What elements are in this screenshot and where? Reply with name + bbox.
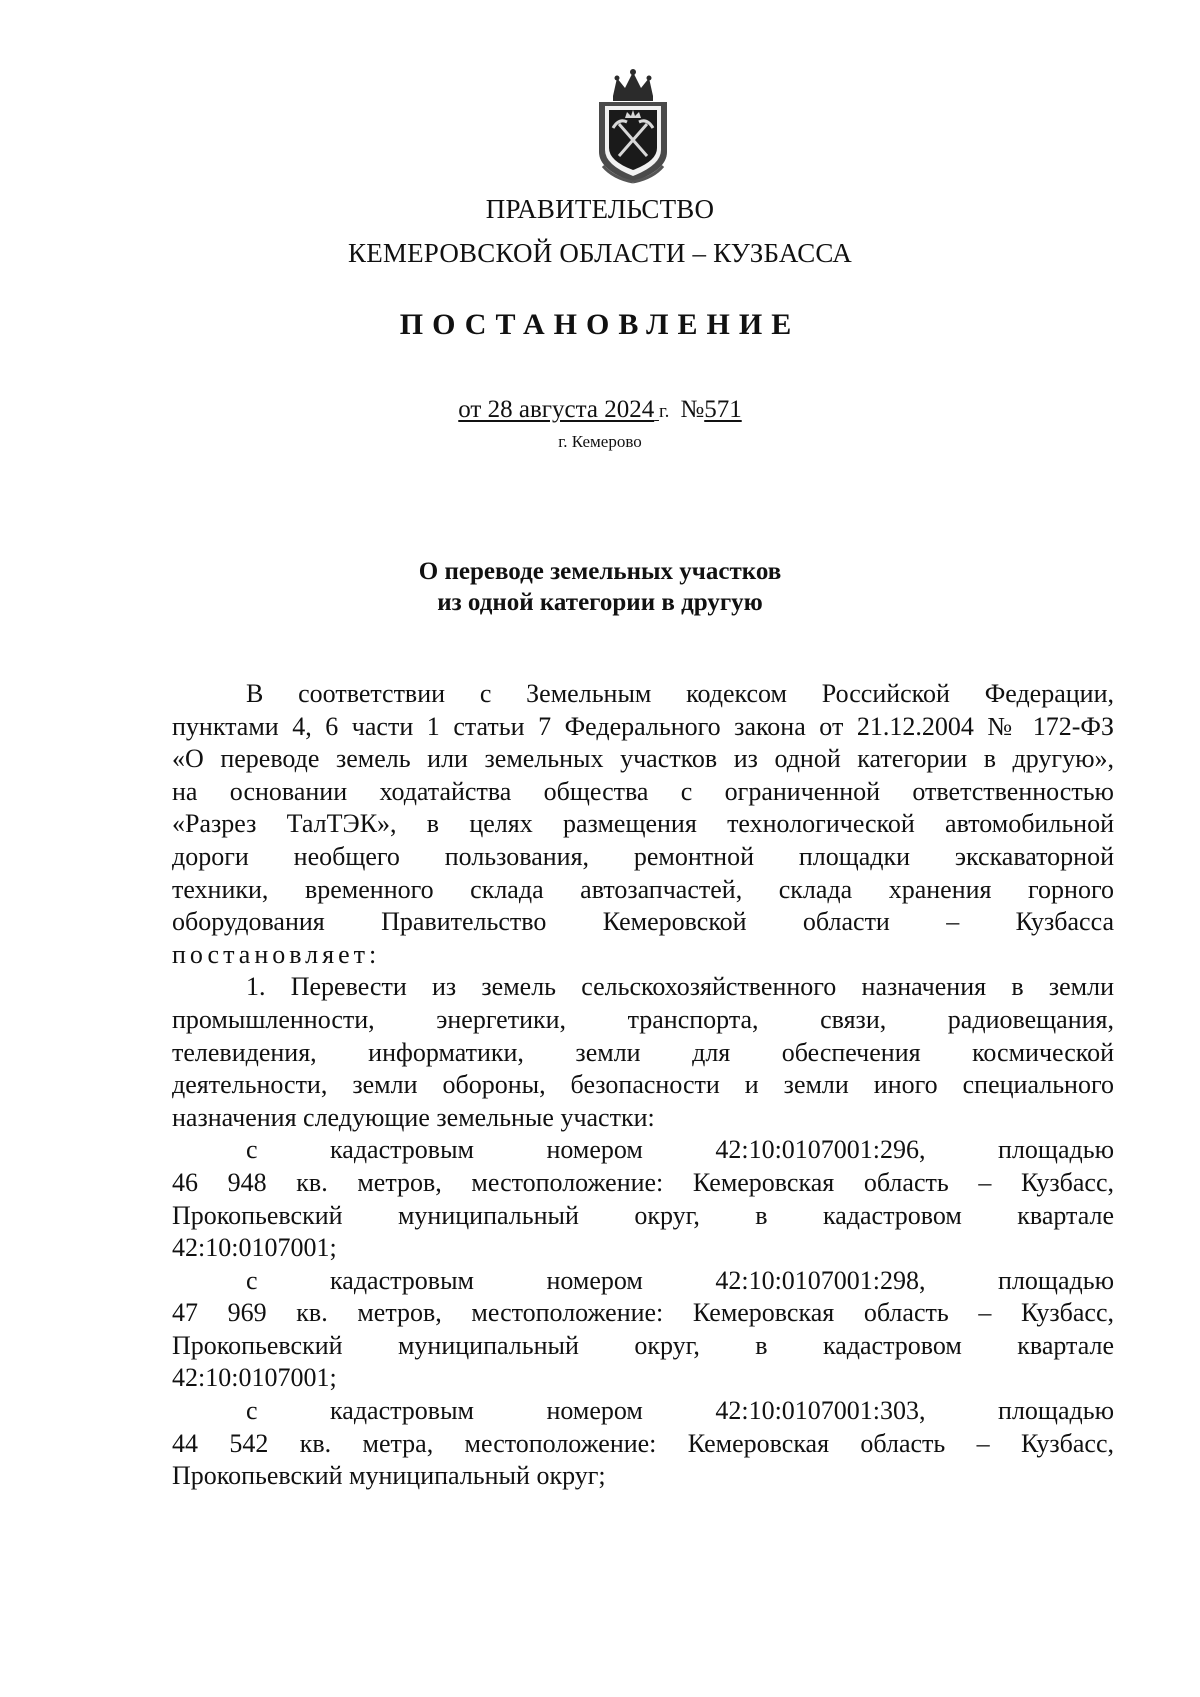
government-name-line1: ПРАВИТЕЛЬСТВО: [485, 194, 715, 224]
body-line: «О переводе земель или земельных участков из одной категории в другую»,: [172, 744, 1114, 774]
body-line: с кадастровым номером 42:10:0107001:303, площадью: [246, 1396, 1114, 1426]
body-line: Прокопьевский муниципальный округ, в кадастровом квартале: [172, 1200, 1114, 1230]
body-line: 46 948 кв. метров, местоположение: Кемеровская область – Кузбасс,: [172, 1167, 1114, 1197]
issuing-city: г. Кемерово: [558, 432, 642, 451]
body-line: 44 542 кв. метра, местоположение: Кемеровская область – Кузбасс,: [172, 1428, 1114, 1458]
body-line: 47 969 кв. метров, местоположение: Кемеровская область – Кузбасс,: [172, 1298, 1114, 1328]
document-date: от 28 августа 2024: [458, 396, 655, 423]
document-body: [172, 678, 1114, 1493]
body-line: с кадастровым номером 42:10:0107001:296, площадью: [246, 1135, 1114, 1165]
body-line: телевидения, информатики, земли для обеспечения космической: [172, 1037, 1114, 1067]
subject-line2: из одной категории в другую: [437, 589, 763, 616]
body-line: промышленности, энергетики, транспорта, связи, радиовещания,: [172, 1004, 1114, 1034]
body-line: «Разрез ТалТЭК», в целях размещения технологической автомобильной: [172, 809, 1114, 839]
body-line: 1. Перевести из земель сельскохозяйственного назначения в земли: [246, 972, 1114, 1002]
body-line: с кадастровым номером 42:10:0107001:298, площадью: [246, 1265, 1114, 1295]
document-number: 571: [704, 396, 742, 423]
body-line: В соответствии с Земельным кодексом Российской Федерации,: [246, 679, 1114, 708]
body-line: Прокопьевский муниципальный округ, в кадастровом квартале: [172, 1330, 1114, 1360]
body-line: 42:10:0107001;: [172, 1363, 337, 1393]
dateline: [0, 396, 1200, 424]
body-line: постановляет:: [172, 939, 381, 969]
body-line: пунктами 4, 6 части 1 статьи 7 Федерального закона от 21.12.2004 № 172-ФЗ: [172, 711, 1114, 741]
body-line: на основании ходатайства общества с ограниченной ответственностью: [172, 776, 1114, 806]
body-line: деятельности, земли обороны, безопасности и земли иного специального: [172, 1070, 1114, 1100]
year-suffix: г.: [658, 401, 670, 422]
body-line: оборудования Правительство Кемеровской области – Кузбасса: [172, 907, 1114, 937]
body-line: назначения следующие земельные участки:: [172, 1102, 655, 1132]
body-line: Прокопьевский муниципальный округ;: [172, 1461, 606, 1491]
coat-of-arms-emblem: [589, 66, 677, 186]
number-sign: №: [680, 396, 705, 423]
body-line: 42:10:0107001;: [172, 1233, 337, 1263]
body-line: дороги необщего пользования, ремонтной площадки экскаваторной: [172, 841, 1114, 871]
subject-line1: О переводе земельных участков: [418, 558, 782, 585]
government-name-line2: КЕМЕРОВСКОЙ ОБЛАСТИ – КУЗБАССА: [348, 238, 852, 268]
document-type: ПОСТАНОВЛЕНИЕ: [399, 308, 801, 341]
body-line: техники, временного склада автозапчастей, склада хранения горного: [172, 874, 1114, 904]
